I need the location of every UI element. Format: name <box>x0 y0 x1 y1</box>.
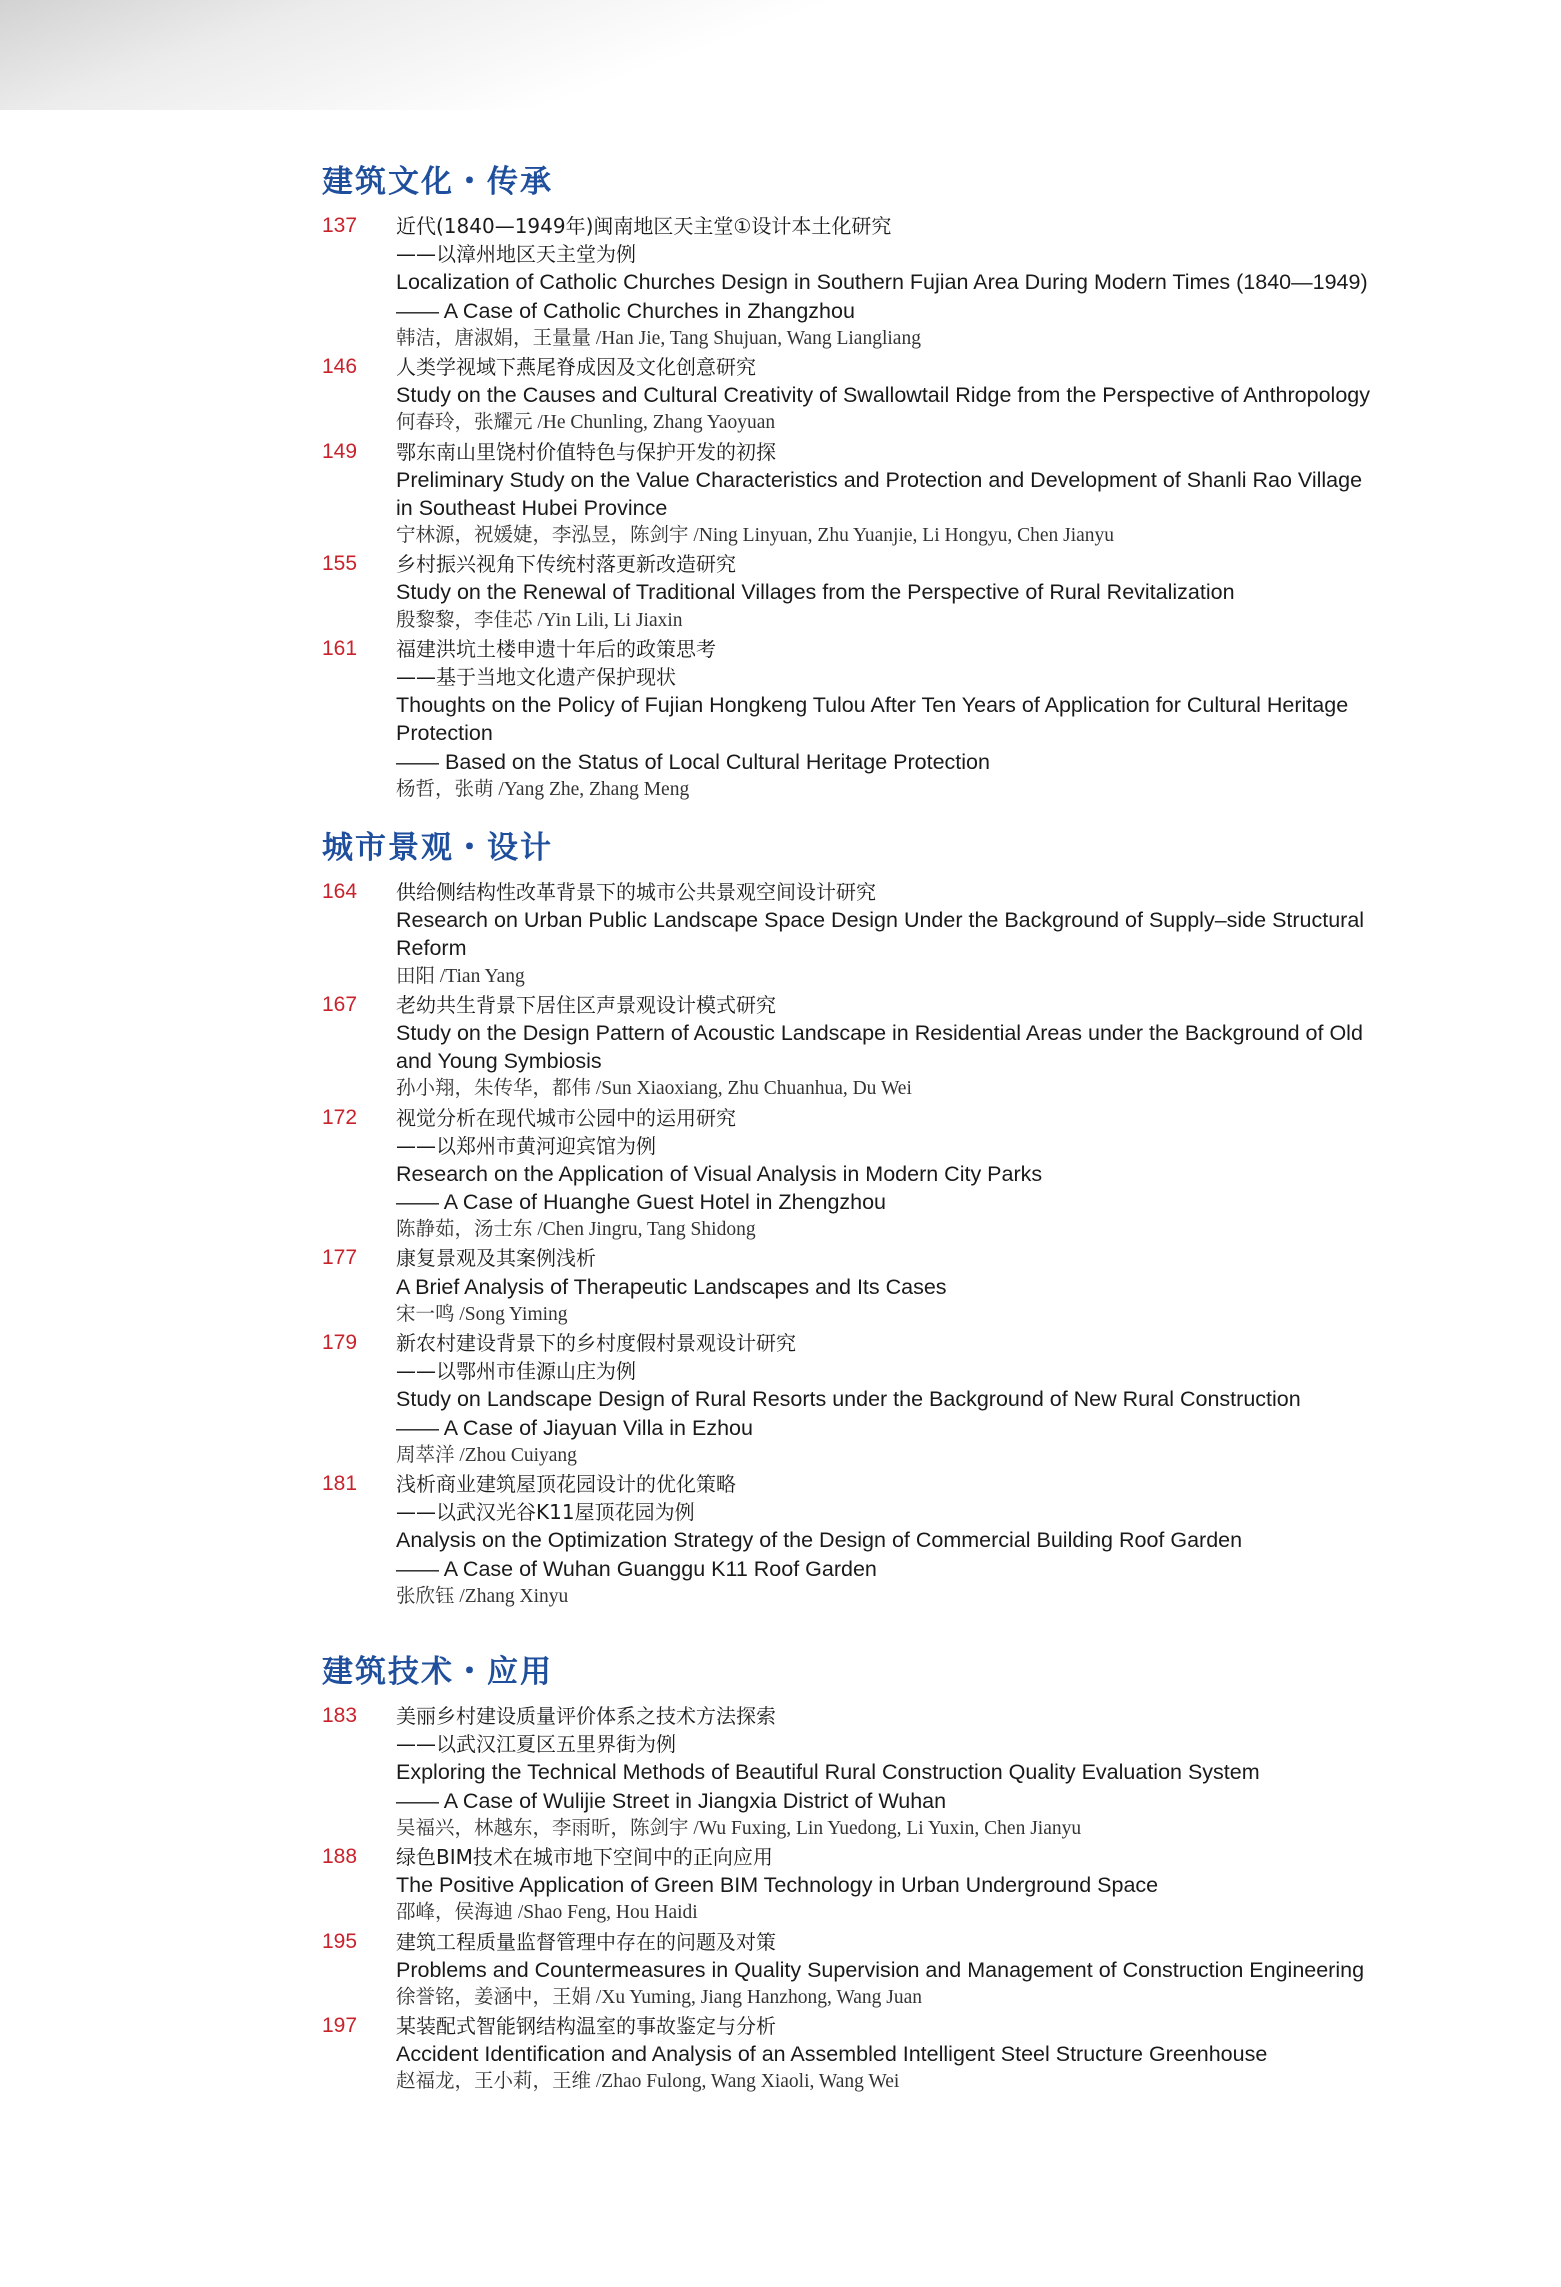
scan-corner-shadow <box>0 0 1561 110</box>
authors-line: 邵峰，侯海迪 /Shao Feng, Hou Haidi <box>396 1902 698 1924</box>
authors-line: 徐誉铭，姜涵中，王娟 /Xu Yuming, Jiang Hanzhong, Wang Juan <box>396 1986 922 2008</box>
english-title-line: A Brief Analysis of Therapeutic Landscapes and Its Cases <box>396 1274 947 1299</box>
english-title-line: Study on the Design Pattern of Acoustic Landscape in Residential Areas under the Background of Old <box>396 1020 1363 1045</box>
authors-line: 周萃洋 /Zhou Cuiyang <box>396 1444 577 1466</box>
english-title-line: —— Based on the Status of Local Cultural Heritage Protection <box>396 749 990 774</box>
chinese-title-line: 某装配式智能钢结构温室的事故鉴定与分析 <box>396 2014 776 2039</box>
toc-entry[interactable] <box>322 1928 1482 2013</box>
chinese-title-line: 建筑工程质量监督管理中存在的问题及对策 <box>396 1929 776 1954</box>
entry-text <box>396 1329 1482 1470</box>
chinese-title-line: ——以郑州市黄河迎宾馆为例 <box>396 1133 656 1158</box>
chinese-title-line: 供给侧结构性改革背景下的城市公共景观空间设计研究 <box>396 880 876 904</box>
english-title-line: —— A Case of Wuhan Guanggu K11 Roof Garden <box>396 1556 877 1581</box>
entry-text <box>396 353 1482 438</box>
english-title-line: —— A Case of Huanghe Guest Hotel in Zhengzhou <box>396 1190 887 1215</box>
page-number: 155 <box>322 552 358 576</box>
page-number: 167 <box>322 992 358 1016</box>
english-title-line: Exploring the Technical Methods of Beautiful Rural Construction Quality Evaluation System <box>396 1760 1260 1785</box>
page-number: 195 <box>322 1929 358 1953</box>
chinese-title-line: 鄂东南山里饶村价值特色与保护开发的初探 <box>396 439 776 464</box>
english-title-line: The Positive Application of Green BIM Technology in Urban Underground Space <box>396 1873 1159 1898</box>
toc-entry[interactable] <box>322 353 1482 438</box>
english-title-line: Study on the Renewal of Traditional Villages from the Perspective of Rural Revitalization <box>396 580 1235 605</box>
english-title-line: Problems and Countermeasures in Quality Supervision and Management of Construction Engineering <box>396 1957 1365 1982</box>
english-title-line: —— A Case of Wulijie Street in Jiangxia District of Wuhan <box>396 1788 947 1813</box>
entry-text <box>396 1244 1482 1329</box>
page-number: 137 <box>322 214 358 237</box>
authors-line: 宁林源，祝媛婕，李泓昱，陈剑宇 /Ning Linyuan, Zhu Yuanjie, Li Hongyu, Chen Jianyu <box>396 525 1115 547</box>
chinese-title-line: 康复景观及其案例浅析 <box>396 1246 596 1271</box>
entry-text <box>396 1470 1482 1611</box>
toc-section <box>322 826 1482 1611</box>
english-title-line: Protection <box>396 721 493 746</box>
page-number: 197 <box>322 2014 358 2038</box>
english-title-line: —— A Case of Catholic Churches in Zhangzhou <box>396 298 855 323</box>
chinese-title-line: ——以武汉江夏区五里界街为例 <box>396 1732 676 1757</box>
english-title-line: Reform <box>396 936 467 961</box>
chinese-title-line: 浅析商业建筑屋顶花园设计的优化策略 <box>396 1471 736 1496</box>
entry-text <box>396 1843 1482 1928</box>
chinese-title-line: 视觉分析在现代城市公园中的运用研究 <box>396 1105 736 1130</box>
english-title-line: and Young Symbiosis <box>396 1049 602 1074</box>
english-title-line: —— A Case of Jiayuan Villa in Ezhou <box>396 1415 753 1440</box>
toc-entry[interactable] <box>322 1244 1482 1329</box>
toc-entry[interactable] <box>322 438 1482 551</box>
page-number: 161 <box>322 636 358 660</box>
toc-entry[interactable] <box>322 991 1482 1104</box>
toc-entry[interactable] <box>322 1470 1482 1611</box>
toc-entry[interactable] <box>322 1843 1482 1928</box>
entry-text <box>396 2012 1482 2097</box>
page-number: 181 <box>322 1471 358 1495</box>
entry-text <box>396 438 1482 551</box>
entry-text <box>396 635 1482 804</box>
page-number: 164 <box>322 880 358 903</box>
entry-text <box>396 1104 1482 1245</box>
chinese-title-line: 福建洪坑土楼申遗十年后的政策思考 <box>396 636 716 661</box>
chinese-title-line: 乡村振兴视角下传统村落更新改造研究 <box>396 552 736 577</box>
chinese-title-line: 老幼共生背景下居住区声景观设计模式研究 <box>396 992 776 1017</box>
chinese-title-line: 新农村建设背景下的乡村度假村景观设计研究 <box>396 1331 796 1355</box>
authors-line: 赵福龙，王小莉，王维 /Zhao Fulong, Wang Xiaoli, Wang Wei <box>396 2071 900 2093</box>
chinese-title-line: 美丽乡村建设质量评价体系之技术方法探索 <box>396 1704 776 1728</box>
toc-entry[interactable] <box>322 635 1482 804</box>
toc-section <box>322 1650 1482 2097</box>
authors-line: 田阳 /Tian Yang <box>396 965 525 987</box>
english-title-line: Localization of Catholic Churches Design in Southern Fujian Area During Modern Times (1840—1949) <box>396 270 1368 295</box>
page-number: 183 <box>322 1704 358 1727</box>
english-title-line: Preliminary Study on the Value Characteristics and Protection and Development of Shanli Rao Village <box>396 467 1363 492</box>
page-number: 179 <box>322 1331 358 1354</box>
authors-line: 陈静茹，汤士东 /Chen Jingru, Tang Shidong <box>396 1219 756 1241</box>
english-title-line: Research on Urban Public Landscape Space Design Under the Background of Supply–side Structural <box>396 908 1365 933</box>
toc-entry[interactable] <box>322 2012 1482 2097</box>
authors-line: 殷黎黎，李佳芯 /Yin Lili, Li Jiaxin <box>396 609 683 631</box>
toc-entry[interactable] <box>322 878 1482 991</box>
entry-text <box>396 212 1482 353</box>
english-title-line: Study on Landscape Design of Rural Resorts under the Background of New Rural Construction <box>396 1387 1301 1412</box>
toc-entry[interactable] <box>322 212 1482 353</box>
toc-entry[interactable] <box>322 1329 1482 1470</box>
entry-text <box>396 1928 1482 2013</box>
chinese-title-line: ——以漳州地区天主堂为例 <box>396 242 636 267</box>
page-number: 149 <box>322 439 358 463</box>
english-title-line: Analysis on the Optimization Strategy of the Design of Commercial Building Roof Garden <box>396 1528 1243 1553</box>
page-number: 172 <box>322 1105 358 1129</box>
authors-line: 韩洁，唐淑娟，王量量 /Han Jie, Tang Shujuan, Wang Liangliang <box>396 327 921 349</box>
chinese-title-line: ——以鄂州市佳源山庄为例 <box>396 1359 636 1384</box>
authors-line: 张欣钰 /Zhang Xinyu <box>396 1585 569 1607</box>
chinese-title-line: ——以武汉光谷K11屋顶花园为例 <box>396 1500 695 1525</box>
authors-line: 宋一鸣 /Song Yiming <box>396 1303 568 1325</box>
chinese-title-line: ——基于当地文化遗产保护现状 <box>396 665 676 689</box>
entry-text <box>396 550 1482 635</box>
page-number: 146 <box>322 354 358 378</box>
chinese-title-line: 人类学视域下燕尾脊成因及文化创意研究 <box>396 354 756 379</box>
authors-line: 孙小翔，朱传华，都伟 /Sun Xiaoxiang, Zhu Chuanhua, Du Wei <box>396 1078 912 1100</box>
toc-entry[interactable] <box>322 1702 1482 1843</box>
toc-entry[interactable] <box>322 1104 1482 1245</box>
section-title: 建筑文化・传承 <box>322 164 553 200</box>
section-title: 建筑技术・应用 <box>322 1654 553 1690</box>
entry-text <box>396 878 1482 991</box>
english-title-line: Research on the Application of Visual Analysis in Modern City Parks <box>396 1161 1043 1186</box>
section-title: 城市景观・设计 <box>322 830 553 866</box>
english-title-line: Study on the Causes and Cultural Creativity of Swallowtail Ridge from the Perspective of Anthropology <box>396 383 1370 408</box>
entry-text <box>396 1702 1482 1843</box>
chinese-title-line: 近代(1840—1949年)闽南地区天主堂①设计本土化研究 <box>396 214 892 238</box>
authors-line: 何春玲，张耀元 /He Chunling, Zhang Yaoyuan <box>396 412 776 434</box>
page-number: 188 <box>322 1844 358 1868</box>
authors-line: 吴福兴，林越东，李雨昕，陈剑宇 /Wu Fuxing, Lin Yuedong, Li Yuxin, Chen Jianyu <box>396 1817 1082 1839</box>
toc-entry[interactable] <box>322 550 1482 635</box>
chinese-title-line: 绿色BIM技术在城市地下空间中的正向应用 <box>396 1844 773 1869</box>
english-title-line: in Southeast Hubei Province <box>396 495 668 520</box>
english-title-line: Accident Identification and Analysis of an Assembled Intelligent Steel Structure Greenhouse <box>396 2042 1268 2067</box>
english-title-line: Thoughts on the Policy of Fujian Hongkeng Tulou After Ten Years of Application for Cultural Heritage <box>396 693 1349 718</box>
entry-text <box>396 991 1482 1104</box>
authors-line: 杨哲，张萌 /Yang Zhe, Zhang Meng <box>396 778 690 800</box>
page-number: 177 <box>322 1246 358 1270</box>
toc-section <box>322 160 1482 804</box>
